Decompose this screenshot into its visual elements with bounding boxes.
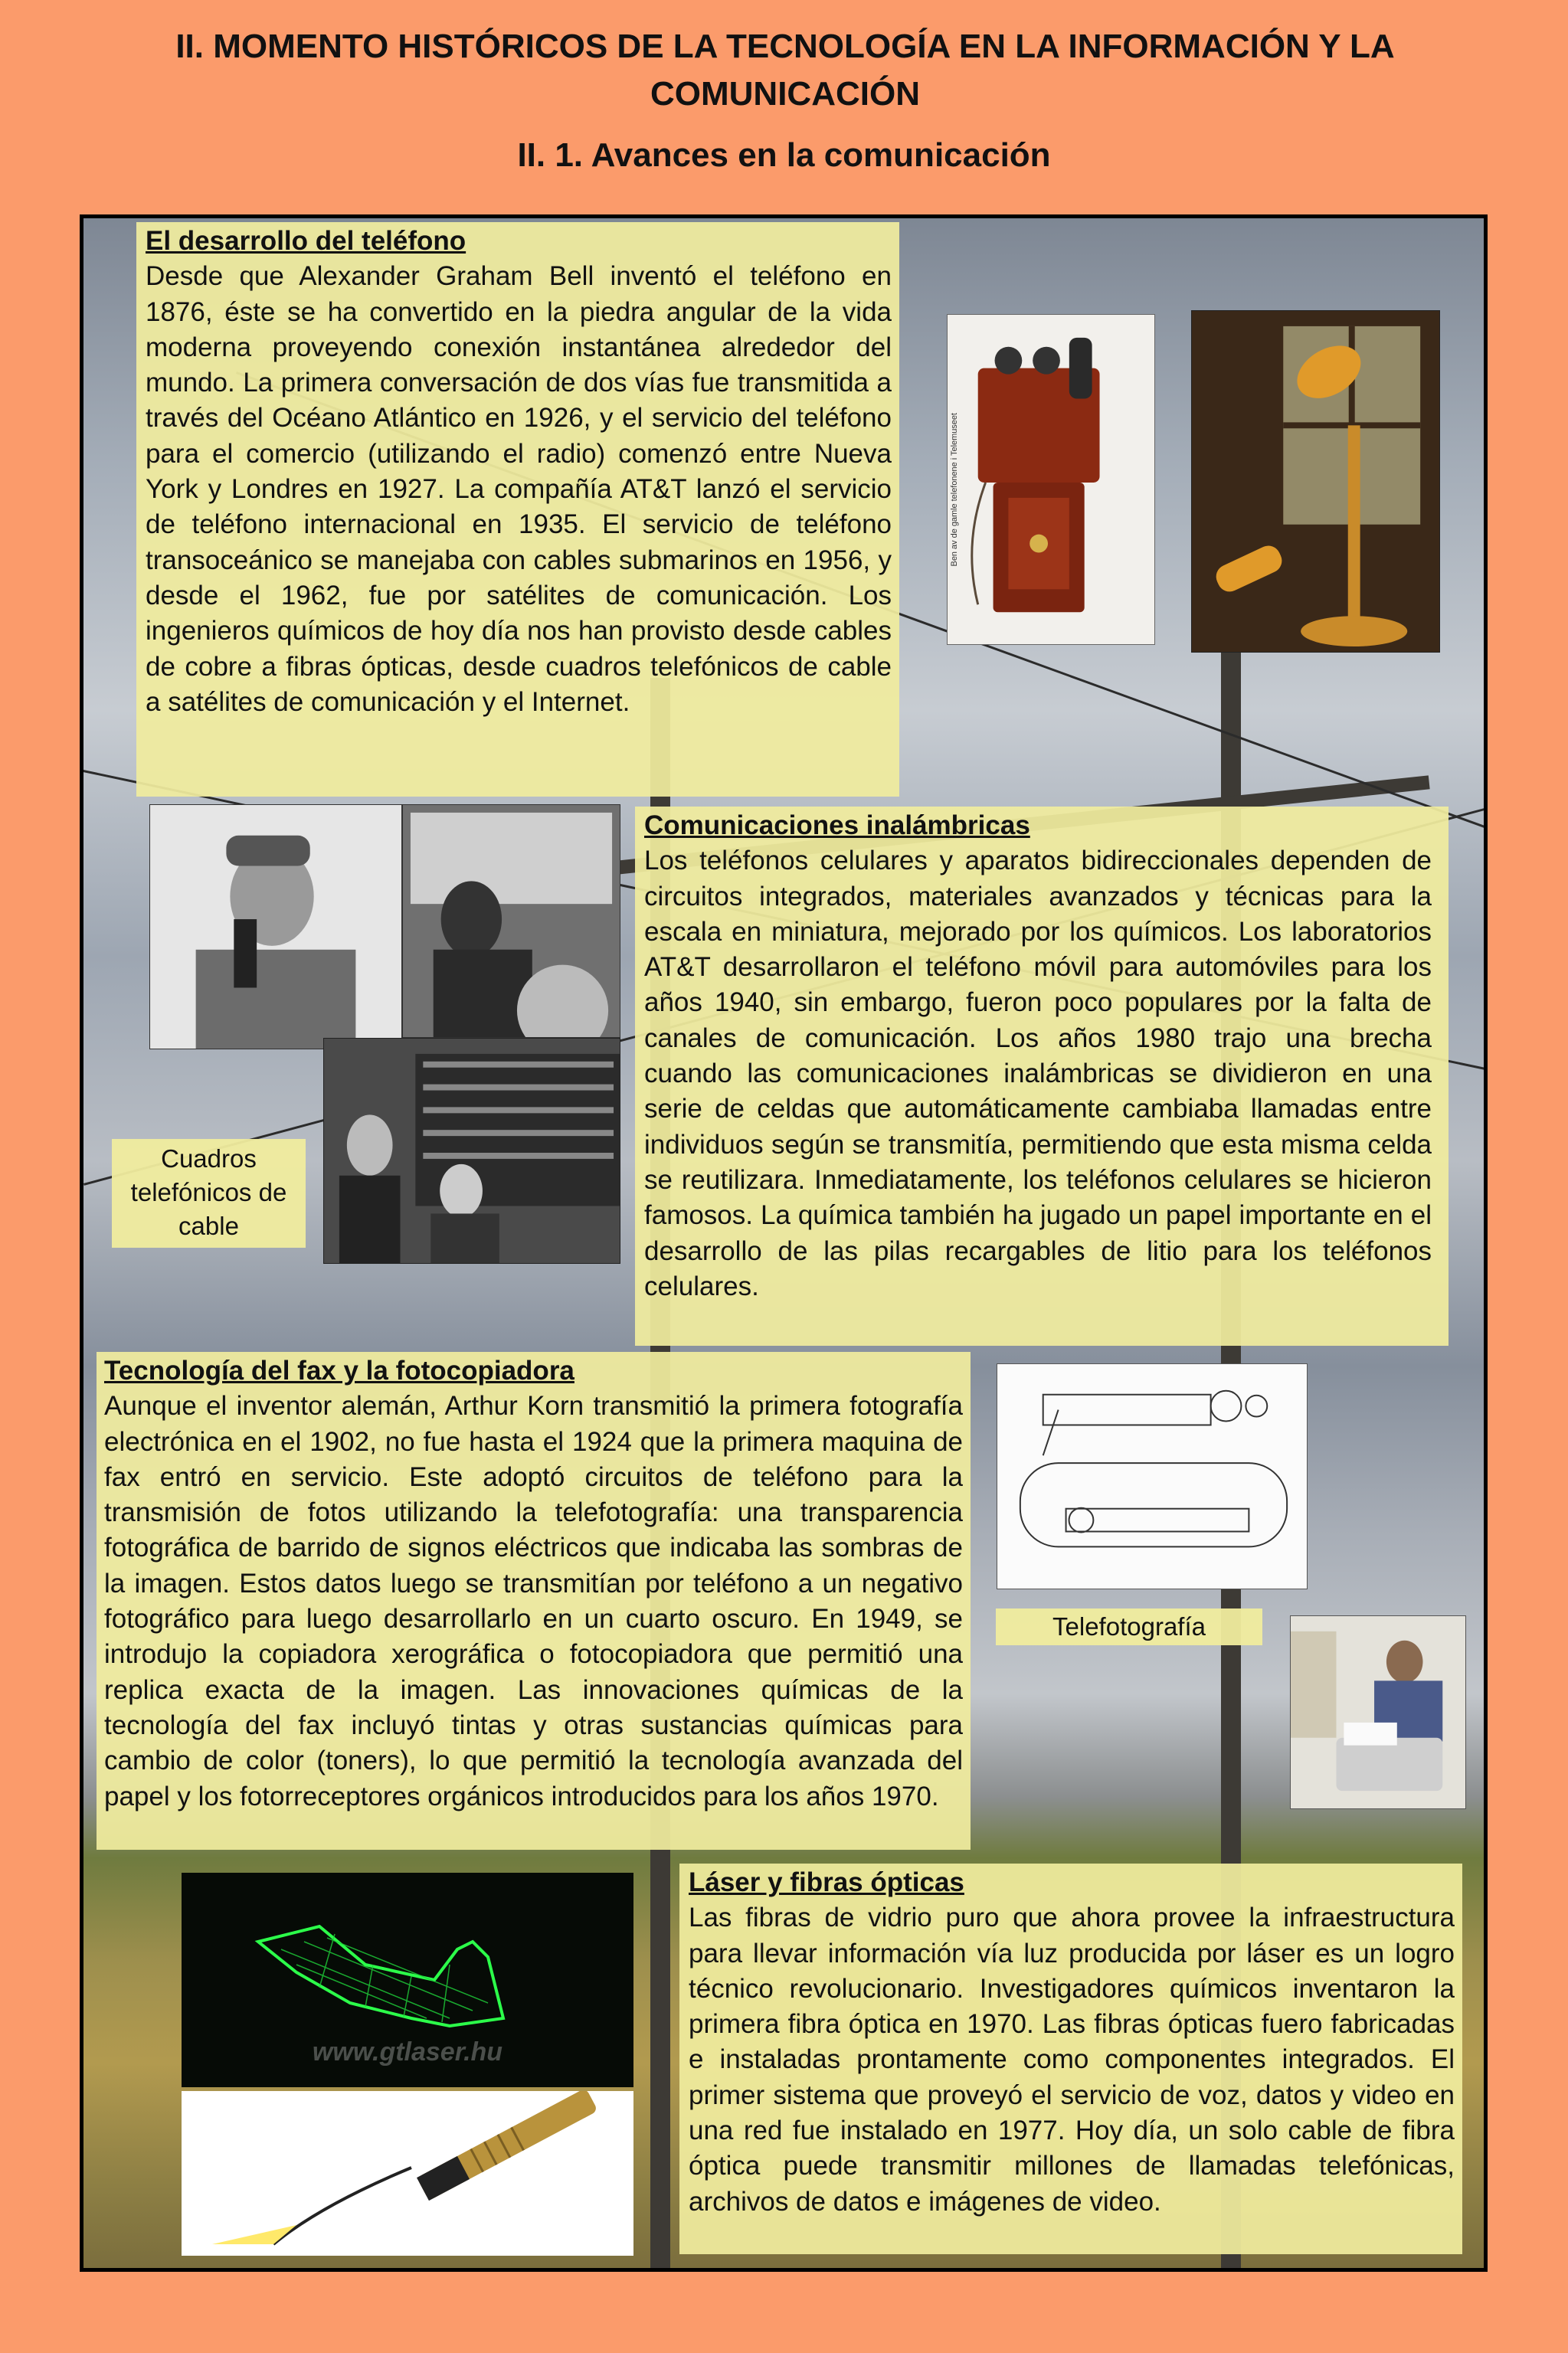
fiber-optic-connector-image <box>182 2091 633 2256</box>
section-inalambricas-body: Los teléfonos celulares y aparatos bidireccionales dependen de circuitos integrados, materiales avanzados y técnicas para la escala en miniatura, mejorado por los químicos. Los laboratorios AT&T desarrollaron el teléfono móvil para automóviles para los años 1940, sin embargo, fueron poco populares por la falta de canales de comunicación. Los años 1980 trajo una brecha cuando las comunicaciones inalámbricas se dividieron en una serie de celdas que automáticamente cambiaba llamadas entre individuos según se transmitía, permitiendo que esta misma celda se reutilizara. Inmediatamente, los teléfonos celulares se hicieron famosos. La química también ha jugado un papel importante en el desarrollo de las pilas recargables de litio para los teléfonos celulares. <box>644 846 1432 1301</box>
operator-telephone-photo <box>149 804 402 1049</box>
poster-panel <box>80 214 1488 2272</box>
section-laser-heading: Láser y fibras ópticas <box>689 1867 964 1897</box>
section-inalambricas <box>635 807 1449 1346</box>
section-fax-body: Aunque el inventor alemán, Arthur Korn transmitió la primera fotografía electrónica en el 1902, no fue hasta el 1924 que la primera maquina de fax entró en servicio. Este adoptó circuitos de teléfono para la transmisión de fotos utilizando la telefotografía: una transparencia fotográfica de barrido de signos eléctricos que indicaba las sombras de la imagen. Estos datos luego se transmitían por teléfono a un negativo fotográfico para luego desarrollarlo en un cuarto oscuro. En 1949, se introdujo la copiadora xerográfica o fotocopiadora que permitió una replica exacta de la imagen. Las innovaciones químicas de la tecnología del fax incluyó tintas y otras sustancias químicas para cambio de color (toners), lo que permitió la tecnología avanzada del papel y los fotorreceptores orgánicos introducidos para los años 1970. <box>104 1391 963 1811</box>
section-laser <box>679 1864 1462 2254</box>
car-telephone-photo <box>402 804 620 1038</box>
telefotografia-diagram-image <box>997 1363 1308 1589</box>
laser-watermark-text: www.gtlaser.hu <box>312 2037 503 2067</box>
page-subtitle: II. 1. Avances en la comunicación <box>517 136 1051 174</box>
section-telefono-heading: El desarrollo del teléfono <box>146 226 466 256</box>
antique-wall-telephone-image <box>947 314 1155 645</box>
switchboard-operators-photo <box>323 1038 620 1264</box>
laser-projection-image <box>182 1873 633 2087</box>
office-fax-photo <box>1290 1615 1466 1809</box>
section-telefono <box>136 222 899 797</box>
section-telefono-body: Desde que Alexander Graham Bell inventó el teléfono en 1876, éste se ha convertido en la piedra angular de la vida moderna proveyendo conexión instantánea alrededor del mundo. La primera conversación de dos vías fue transmitida a través del Océano Atlántico en 1926, y el servicio del teléfono para el comercio (utilizando el radio) comenzó entre Nueva York y Londres en 1927. La compañía AT&T lanzó el servicio de teléfono internacional en 1935. El servicio de teléfono transoceánico se manejaba con cables submarinos en 1956, y desde el 1962, fue por satélites de comunicación. Los ingenieros químicos de hoy día nos han provisto desde cables de cobre a fibras ópticas, desde cuadros telefónicos de cable a satélites de comunicación y el Internet. <box>146 261 892 717</box>
section-fax-heading: Tecnología del fax y la fotocopiadora <box>104 1356 574 1386</box>
section-laser-body: Las fibras de vidrio puro que ahora provee la infraestructura para llevar información vía luz producida por láser es un logro técnico revolucionario. Investigadores químicos inventaron la primera fibra óptica en 1970. Las fibras ópticas fuero fabricadas e instaladas prontamente como componentes integrados. El primer sistema que proveyó el servicio de voz, datos y video en una red fue instalado en 1977. Hoy día, un solo cable de fibra óptica puede transmitir millones de llamadas telefónicas, archivos de datos e imágenes de video. <box>689 1903 1455 2217</box>
section-inalambricas-heading: Comunicaciones inalámbricas <box>644 810 1030 840</box>
caption-telefotografia: Telefotografía <box>996 1608 1262 1645</box>
caption-cuadros-telefonicos: Cuadros telefónicos de cable <box>112 1139 306 1248</box>
phone-side-label: Ben av de gamle telefonene i Telemuseet <box>949 413 959 567</box>
candlestick-telephone-image <box>1191 310 1440 653</box>
section-fax <box>97 1352 971 1850</box>
page-title: II. MOMENTO HISTÓRICOS DE LA TECNOLOGÍA EN LA INFORMACIÓN Y LA COMUNICACIÓN <box>175 28 1395 113</box>
